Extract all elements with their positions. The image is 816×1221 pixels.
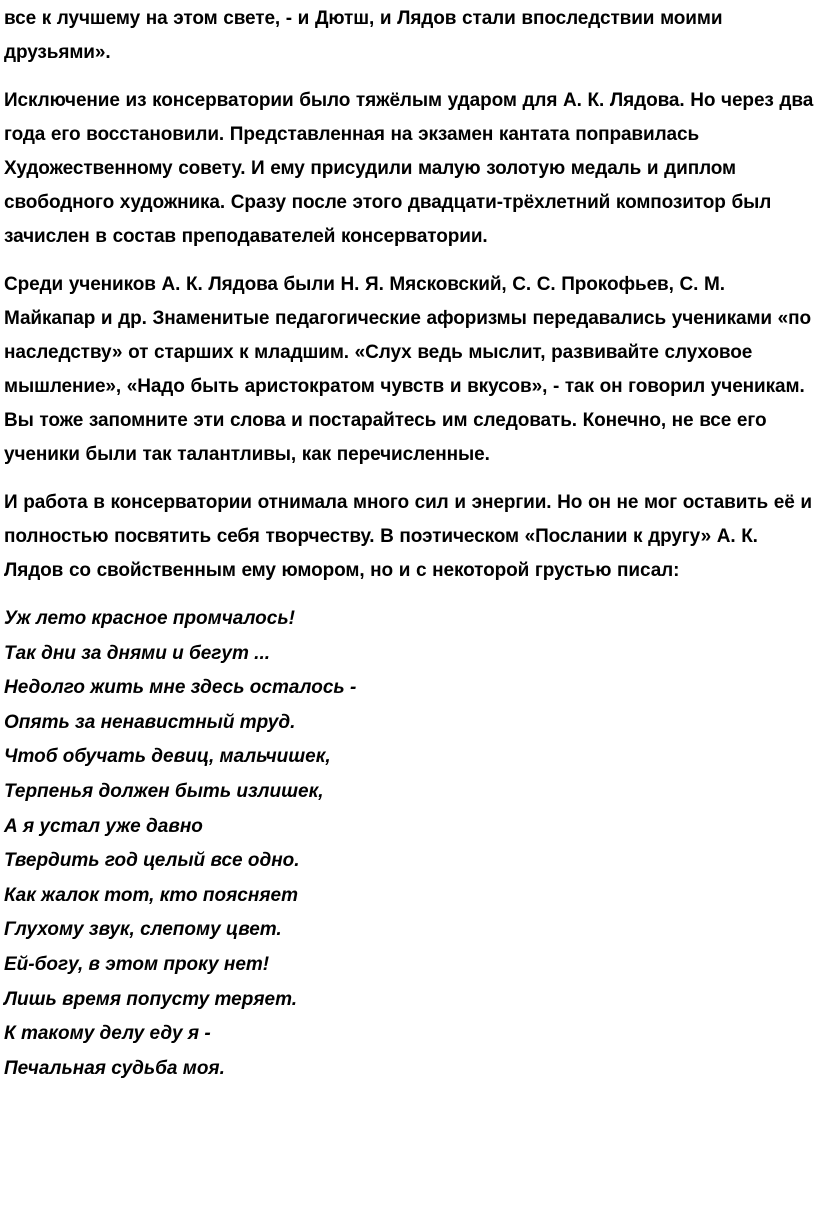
poem-line: Ей-богу, в этом проку нет! [4, 953, 270, 975]
poem [4, 602, 816, 1086]
poem-line: Так дни за днями и бегут ... [4, 642, 271, 664]
paragraph-expulsion: Исключение из консерватории было тяжёлым ударом для А. К. Лядова. Но через два года его восстановили. Представленная на экзамен кантата поправилась Художественному совету. И ему присудили малую золотую медаль и диплом свободного художника. Сразу после этого двадцати-трёхлетний композитор был зачислен в состав преподавателей консерватории. [4, 90, 814, 247]
poem-line: Лишь время попусту теряет. [4, 988, 297, 1010]
poem-line: Твердить год целый все одно. [4, 850, 300, 872]
poem-line: Недолго жить мне здесь осталось - [4, 677, 357, 699]
poem-line: Как жалок тот, кто поясняет [4, 884, 298, 906]
poem-line: Чтоб обучать девиц, мальчишек, [4, 746, 331, 768]
poem-line: Глухому звук, слепому цвет. [4, 919, 282, 941]
poem-line: Уж лето красное промчалось! [4, 608, 295, 629]
paragraph-students: Среди учеников А. К. Лядова были Н. Я. Мясковский, С. С. Прокофьев, С. М. Майкапар и др. Знаменитые педагогические афоризмы передавались учениками «по наследству» от старших к младшим. «Слух ведь мыслит, развивайте слуховое мышление», «Надо быть аристократом чувств и вкусов», - так он говорил ученикам. Вы тоже запомните эти слова и постарайтесь им следовать. Конечно, не все его ученики были так талантливы, как перечисленные. [4, 274, 812, 465]
poem-line: К такому делу еду я - [4, 1023, 211, 1045]
poem-line: Опять за ненавистный труд. [4, 711, 296, 733]
poem-line: Печальная судьба моя. [4, 1057, 225, 1079]
paragraph-intro-ending: все к лучшему на этом свете, - и Дютш, и Лядов стали впоследствии моими друзьями». [4, 8, 723, 63]
poem-line: Терпенья должен быть излишек, [4, 780, 324, 802]
paragraph-conservatory-work: И работа в консерватории отнимала много сил и энергии. Но он не мог оставить её и полностью посвятить себя творчеству. В поэтическом «Послании к другу» А. К. Лядов со свойственным ему юмором, но и с некоторой грустью писал: [4, 492, 812, 581]
poem-line: А я устал уже давно [4, 815, 203, 837]
